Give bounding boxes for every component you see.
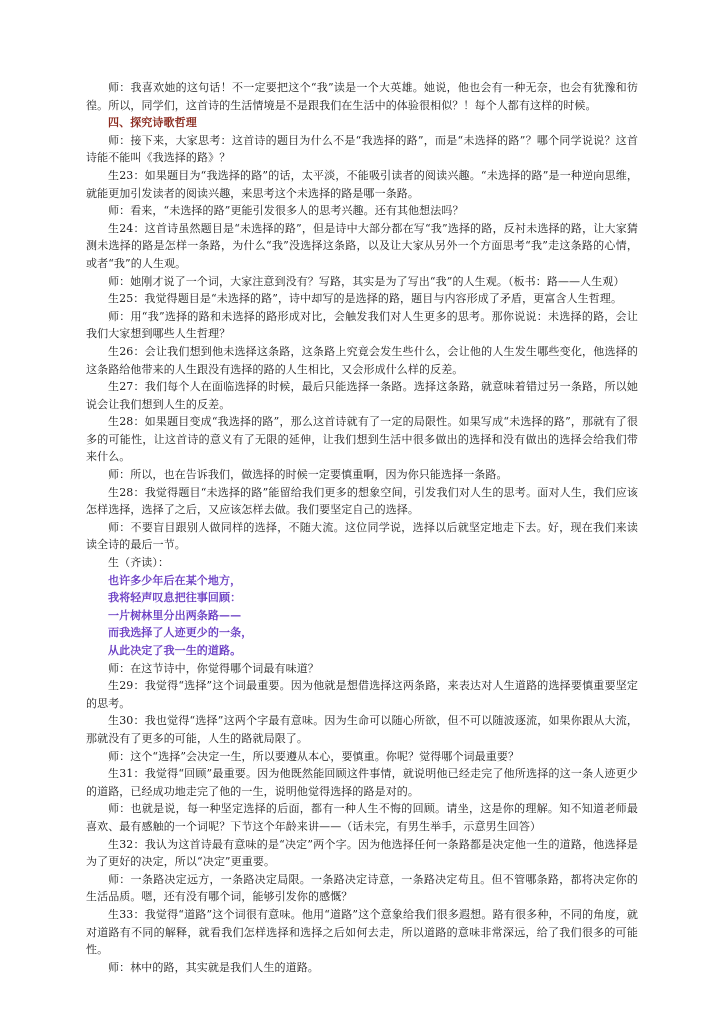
paragraph: 师：在这节诗中，你觉得哪个词最有味道？ (108, 661, 319, 675)
paragraph: 生27：我们每个人在面临选择的时候，最后只能选择一条路。选择这条路，就意味着错过另一条路，所以她说会让我们想到人生的反差。 (86, 380, 638, 411)
paragraph: 师：一条路决定远方，一条路决定局限。一条路决定诗意，一条路决定苟且。但不管哪条路，都将决定你的生活品质。嗯，还有没有哪个词，能够引发你的感慨？ (86, 872, 638, 904)
poem-line: 从此决定了我一生的道路。 (108, 644, 242, 657)
paragraph: 生26：会让我们想到他未选择这条路，这条路上究竟会发生些什么，会让他的人生发生哪些变化，他选择的这条路给他带来的人生跟没有选择的路的人生相比，又会形成什么样的反差。 (86, 344, 638, 376)
paragraph: 生29：我觉得“选择”这个词最重要。因为他就是想借选择这两条路，来表达对人生道路的选择要慎重要坚定的思考。 (86, 679, 638, 710)
poem-line: 我将轻声叹息把往事回顾： (108, 591, 242, 605)
paragraph: 师：这个“选择”会决定一生，所以要遵从本心，要慎重。你呢？觉得哪个词最重要？ (108, 749, 520, 763)
paragraph: 生24：这首诗虽然题目是“未选择的路”，但是诗中大部分都在写“我”选择的路，反衬未选择的路，让大家猜测未选择的路是怎样一条路，为什么“我”没选择这条路，以及让大家从另外一个方面思考“我”走这条路的心情，或者“我”的人生观。 (86, 221, 638, 270)
paragraph: 师：也就是说，每一种坚定选择的后面，都有一种人生不悔的回顾。请坐，这是你的理解。知不知道老师最喜欢、最有感触的一个词呢？下节这个年龄来讲——（话未完，有男生举手，示意男生回答） (86, 802, 638, 833)
poem-line: 一片树林里分出两条路—— (108, 608, 242, 622)
section-heading: 四、探究诗歌哲理 (108, 116, 197, 130)
paragraph: 生28：我觉得题目“未选择的路”能留给我们更多的想象空间，引发我们对人生的思考。面对人生，我们应该怎样选择，选择了之后，又应该怎样去做。我们要坚定自己的选择。 (86, 485, 638, 517)
paragraph: 生（齐读）： (108, 556, 170, 570)
paragraph: 师：不要盲目跟别人做同样的选择，不随大流。这位同学说，选择以后就坚定地走下去。好，现在我们来读读全诗的最后一节。 (86, 520, 638, 552)
paragraph: 师：林中的路，其实就是我们人生的道路。 (108, 960, 319, 974)
document-page (86, 79, 638, 976)
poem-line: 而我选择了人迹更少的一条， (108, 626, 253, 640)
poem-line: 也许多少年后在某个地方， (108, 573, 242, 587)
paragraph: 师：用“我”选择的路和未选择的路形成对比，会触发我们对人生更多的思考。那你说说：未选择的路，会让我们大家想到哪些人生哲理？ (86, 309, 638, 341)
paragraph: 生32：我认为这首诗最有意味的是“决定”两个字。因为他选择任何一条路都是决定他一生的道路，他选择是为了更好的决定，所以“决定”更重要。 (86, 837, 638, 869)
paragraph: 生25：我觉得题目是“未选择的路”，诗中却写的是选择的路，题目与内容形成了矛盾，更富含人生哲理。 (108, 292, 623, 306)
paragraph: 师：所以，也在告诉我们，做选择的时候一定要慎重啊，因为你只能选择一条路。 (108, 468, 508, 482)
paragraph: 生30：我也觉得“选择”这两个字最有意味。因为生命可以随心所欲，但不可以随波逐流，如果你跟从大流，那就没有了更多的可能，人生的路就局限了。 (86, 714, 638, 745)
paragraph: 生33：我觉得“道路”这个词很有意味。他用“道路”这个意象给我们很多遐想。路有很多种，不同的角度，就对道路有不同的解释，就看我们怎样选择和选择之后如何去走，所以道路的意味非常深远，给了我们很多的可能性。 (86, 907, 638, 957)
paragraph: 师：她刚才说了一个词，大家注意到没有？写路，其实是为了写出“我”的人生观。（板书：路——人生观） (108, 274, 625, 288)
paragraph: 生31：我觉得“回顾”最重要。因为他既然能回顾这件事情，就说明他已经走完了他所选择的这一条人迹更少的道路，已经成功地走完了他的一生，说明他觉得选择的路是对的。 (86, 767, 638, 798)
paragraph: 师：看来，“未选择的路”更能引发很多人的思考兴趣。还有其他想法吗？ (108, 204, 464, 218)
paragraph: 生28：如果题目变成“我选择的路”，那么这首诗就有了一定的局限性。如果写成“未选择的路”，那就有了很多的可能性，让这首诗的意义有了无限的延伸，让我们想到生活中很多做出的选择和没有做出的选择会给我们带来什么。 (86, 415, 638, 464)
paragraph: 师：接下来，大家思考：这首诗的题目为什么不是“我选择的路”，而是“未选择的路”？哪个同学说说？这首诗能不能叫《我选择的路》？ (86, 133, 638, 165)
paragraph: 生23：如果题目为“我选择的路”的话，太平淡，不能吸引读者的阅读兴趣。“未选择的路”是一种逆向思维，就能更加引发读者的阅读兴趣，来思考这个未选择的路是哪一条路。 (86, 168, 638, 200)
paragraph: 师：我喜欢她的这句话！不一定要把这个“我”读是一个大英雄。她说，他也会有一种无奈，也会有犹豫和彷徨。所以，同学们，这首诗的生活情境是不是跟我们在生活中的体验很相似？！每个人都有这样的时候。 (86, 81, 638, 112)
